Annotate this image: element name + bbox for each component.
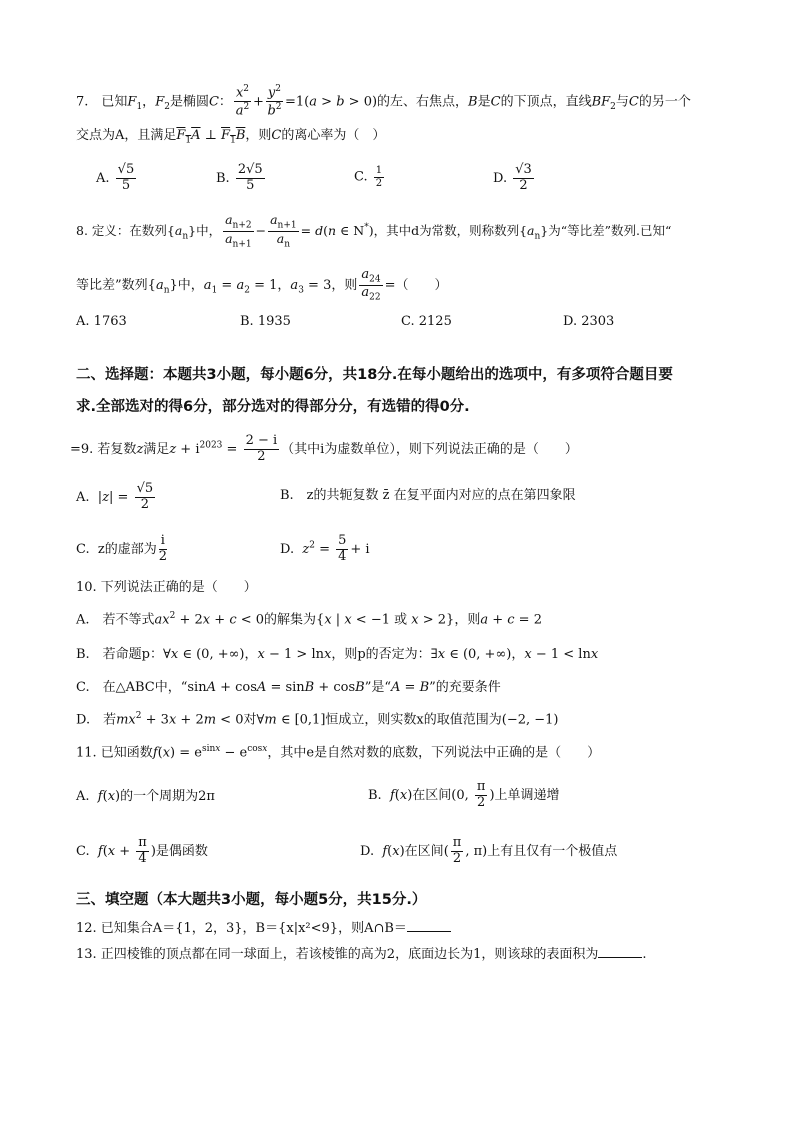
q8-option-b [240,314,291,330]
ellipse-y-frac: $\frac{y^2}{b^2}$ [267,84,282,119]
frac-sqrt3-2: $\frac{√3}{2}$ [515,162,532,193]
option-text: 是偶函数 [155,843,208,859]
q13-answer-blank[interactable] [598,945,642,958]
q12-text: 12. 已知集合A＝{1，2，3}，B＝{x|x²<9}，则A∩B＝ [76,921,407,936]
q10-text: ，则p的否定为： [331,647,431,662]
q11-option-d: D. f(x)在区间( $\frac{\pi}{2}$ , π)上有且仅有一个极值点 [360,835,618,866]
q10-text: B. 若命题p： [76,647,164,662]
q7-option-d [493,163,536,194]
q11-text: ，其中e是自然对数的底数，下列说法中正确的是（ ） [267,745,601,761]
q11-option-a: A. f(x)的一个周期为2π [76,789,215,804]
option-value: 1763 [93,314,127,329]
frac-pi-2: $\frac{\pi}{2}$ [476,779,486,810]
q13-line [76,945,647,963]
q8-line2: 等比差”数列$\{a_n\}$中，$a_1 = a_2 = 1$，$a_3 = 3$，则 $\frac{a_{24}}{a_{22}}$ =（ ） [76,267,448,303]
q7-option-b [216,163,267,194]
frac-i-2: $\frac{i}{2}$ [158,533,168,564]
q10-option-d: D. 若$mx^2 + 3x + 2m < 0$对∀m ∈ [0,1]恒成立，则实数x的取值范围为(−2, −1) [76,711,559,728]
frac-2-i-over-2: $\frac{2 - i}{2}$ [245,433,278,464]
frac-5-4: $\frac{5}{4}$ [338,533,347,564]
q9-option-a: A. |z| = $\frac{√5}{2}$ [76,481,154,512]
q7-text: 的另一个 [638,94,691,110]
q8-text: 中， [196,222,222,238]
option-label: A. [96,170,110,186]
option-text: 上有且仅有一个极值点 [487,843,618,859]
option-label: B. [216,170,230,186]
option-label: D. [563,314,578,329]
q8-text: 等比差”数列 [76,277,148,293]
q9-option-d: D. $z^2$ = $\frac{5}{4}$ + i [280,533,370,564]
option-label: A. [76,489,90,505]
option-text: 的一个周期为2π [120,789,215,804]
q10-option-c: C. 在△ABC中，“sinA + cosA = sinB + cosB”是“A = B”的充要条件 [76,680,501,695]
frac-sqrt5-5: $\frac{√5}{5}$ [117,162,135,193]
q9-text: 满足 [143,441,170,457]
q10-text: 对 [243,712,257,728]
option-value: 1935 [257,314,291,329]
q11-option-b: B. f(x)在区间(0, $\frac{\pi}{2}$ )上单调递增 [368,779,560,810]
frac-2sqrt5-5: $\frac{2√5}{5}$ [237,162,263,193]
q10-text: ”是“ [364,680,392,695]
q8-text: 为“等比差”数列.已知“ [548,222,672,238]
q8-option-a [76,314,127,330]
q9-stem: =9. 若复数z满足$z + i^{2023}$ = $\frac{2 - i}{2}$ （其中i为虚数单位），则下列说法正确的是（ ） [70,433,578,464]
q7-option-c [354,165,386,189]
q8-text: ， [277,277,291,293]
q8-text: ，其中d为常数，则称数列 [373,222,520,238]
option-label: A. [76,314,90,329]
q11-option-c: C. f(x + $\frac{\pi}{4}$ )是偶函数 [76,835,208,866]
q8-text: =（ ） [384,277,448,293]
q7-text: 是 [477,94,491,110]
q10-text: A. 若不等式 [76,612,155,628]
frac-1-2: $\frac{1}{2}$ [375,165,383,189]
q8-text: 中， [177,277,204,293]
q13-text: 13. 正四棱锥的顶点都在同一球面上，若该棱锥的高为2，底面边长为1，则该球的表面积为 [76,947,599,962]
q9-text: （其中i为虚数单位），则下列说法正确的是（ ） [281,441,578,457]
q8-line1: 8. 定义：在数列$\{a_n\}$中， $\frac{a_{n+2}}{a_{n+1}}$ − $\frac{a_{n+1}}{a_n}$ = d(n ∈ N*)，其中d为常数，则称数列$\{a_n\}$为“等比差”数列.已知“ [76,212,672,250]
q12-answer-blank[interactable] [407,919,451,932]
q11-number: 11. 已知函数 [76,745,153,761]
q7-text: 的下顶点，直线 [500,94,592,110]
q10-text: ”的充要条件 [429,680,501,695]
q9-number: =9. 若复数 [70,441,137,457]
vector-f1b: $F_1B$ [221,128,246,146]
section2-heading-line2: 求.全部选对的得6分，部分选对的得部分分，有选错的得0分. [76,399,470,415]
section2-heading-line1: 二、选择题：本题共3小题，每小题6分，共18分.在每小题给出的选项中，有多项符合题目要 [76,367,673,383]
option-text: 在区间 [412,787,452,803]
q7-line2: 交点为A，且满足$F_1A$ ⊥ $F_1B$，则C的离心率为（ ） [76,128,386,146]
q11-stem: 11. 已知函数$f(x) = e^{sinx} - e^{cosx}$，其中e是自然对数的底数，下列说法中正确的是（ ） [76,744,601,761]
q8-text: ，则 [331,277,358,293]
frac-an1-an: $\frac{a_{n+1}}{a_n}$ [270,212,297,250]
q10-option-b: B. 若命题p：∀x ∈ (0, +∞)，x − 1 > lnx，则p的否定为：∃x ∈ (0, +∞)，x − 1 < lnx [76,647,599,662]
q10-option-a: A. 若不等式$ax^2 + 2x + c < 0$的解集为{x | x < −1 或 x > 2}，则a + c = 2 [76,611,542,628]
ellipse-x-frac: $\frac{x^2}{a^2}$ [235,84,250,119]
option-label: A. [76,789,90,804]
q10-text: 的解集为 [264,612,317,628]
q7-text: ，则 [245,128,272,143]
q7-text: 的左、右焦点， [377,94,469,110]
q8-number: 8. 定义：在数列 [76,222,167,238]
option-label: D. [280,541,295,557]
option-value: 2125 [418,314,452,329]
q7-text: 与 [615,94,629,110]
option-label: C. [401,314,415,329]
option-label: C. [354,169,368,185]
option-label: B. [240,314,254,329]
option-label: C. [76,541,90,557]
q10-stem: 10. 下列说法正确的是（ ） [76,580,257,595]
q8-option-d [563,314,614,330]
option-text: z的虚部为 [97,541,157,557]
q9-option-b: B. z的共轭复数 z̄ 在复平面内对应的点在第四象限 [280,488,576,503]
option-text: 上单调递增 [494,787,560,803]
q7-text: 的离心率为（ ） [281,128,386,143]
q13-end: . [642,947,647,962]
q10-text: C. 在△ABC中，“ [76,680,188,695]
q10-text: ，则 [454,612,481,628]
option-value: 2303 [581,314,615,329]
q7-sep: ， [142,94,156,110]
frac-pi-2: $\frac{\pi}{2}$ [452,835,462,866]
q7-number: 7. 已知 [76,94,128,110]
option-text: 在区间 [404,843,444,859]
option-label: D. [360,843,375,859]
section3-heading: 三、填空题（本大题共3小题，每小题5分，共15分.） [76,892,427,908]
frac-pi-4: $\frac{\pi}{4}$ [138,835,147,866]
q7-line1: 7. 已知$F_1$，$F_2$是椭圆C： $\frac{x^2}{a^2}$ + $\frac{y^2}{b^2}$ =1(a > b > 0)的左、右焦点，B是C的下顶点，直线$BF_2$与C的另一个 [76,84,691,119]
option-label: C. [76,843,90,859]
option-label: B. [368,787,382,803]
frac-sqrt5-2: $\frac{√5}{2}$ [136,481,154,512]
q8-option-c [401,314,452,330]
vector-f1a: $F_1A$ [176,128,201,146]
q12-line [76,919,451,937]
q7-text: 交点为A，且满足 [76,128,177,143]
q7-option-a [96,163,138,194]
q10-text: D. 若 [76,712,117,728]
q9-option-c [76,534,169,565]
q7-text: 是椭圆 [169,94,209,110]
frac-an2-an1: $\frac{a_{n+2}}{a_{n+1}}$ [225,212,252,250]
frac-a24-a22: $\frac{a_{24}}{a_{22}}$ [361,267,381,303]
option-label: D. [493,170,508,186]
q10-text: 恒成立，则实数x的取值范围为 [325,712,502,728]
